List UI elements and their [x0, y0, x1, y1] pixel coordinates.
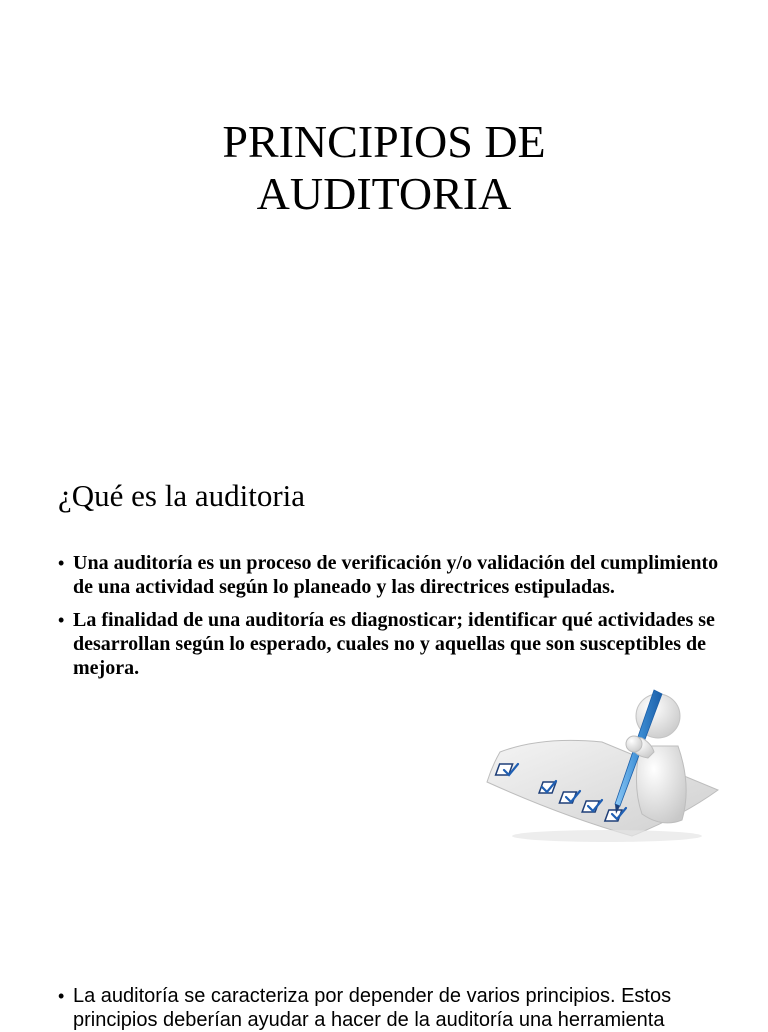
slide-title-line-2: AUDITORIA	[256, 168, 512, 219]
bullet-text-1: Una auditoría es un proceso de verificación y/o validación del cumplimiento de una actividad según lo planeado y las directrices estipuladas.	[73, 552, 719, 598]
bottom-bullet-text-1: La auditoría se caracteriza por depender de varios principios. Estos principios deberían ayudar a hacer de la auditoría una herramienta	[73, 985, 672, 1031]
slide-title-line-1: PRINCIPIOS DE	[222, 116, 546, 167]
slide-title	[0, 116, 768, 220]
checklist-figure-with-pen-icon	[482, 686, 722, 846]
section-heading: ¿Qué es la auditoria	[58, 478, 306, 513]
bullet-list	[58, 551, 738, 689]
bullet-dot: •	[58, 986, 65, 1006]
bullet-item-2	[58, 608, 738, 680]
bullet-dot: •	[58, 553, 65, 573]
bullet-item-1	[58, 551, 738, 599]
bottom-bullet-item-1	[58, 984, 738, 1032]
bottom-bullet-list	[58, 984, 738, 1032]
bullet-dot: •	[58, 610, 65, 630]
bullet-text-2: La finalidad de una auditoría es diagnosticar; identificar qué actividades se desarrollan según lo esperado, cuales no y aquellas que son susceptibles de mejora.	[73, 609, 715, 679]
